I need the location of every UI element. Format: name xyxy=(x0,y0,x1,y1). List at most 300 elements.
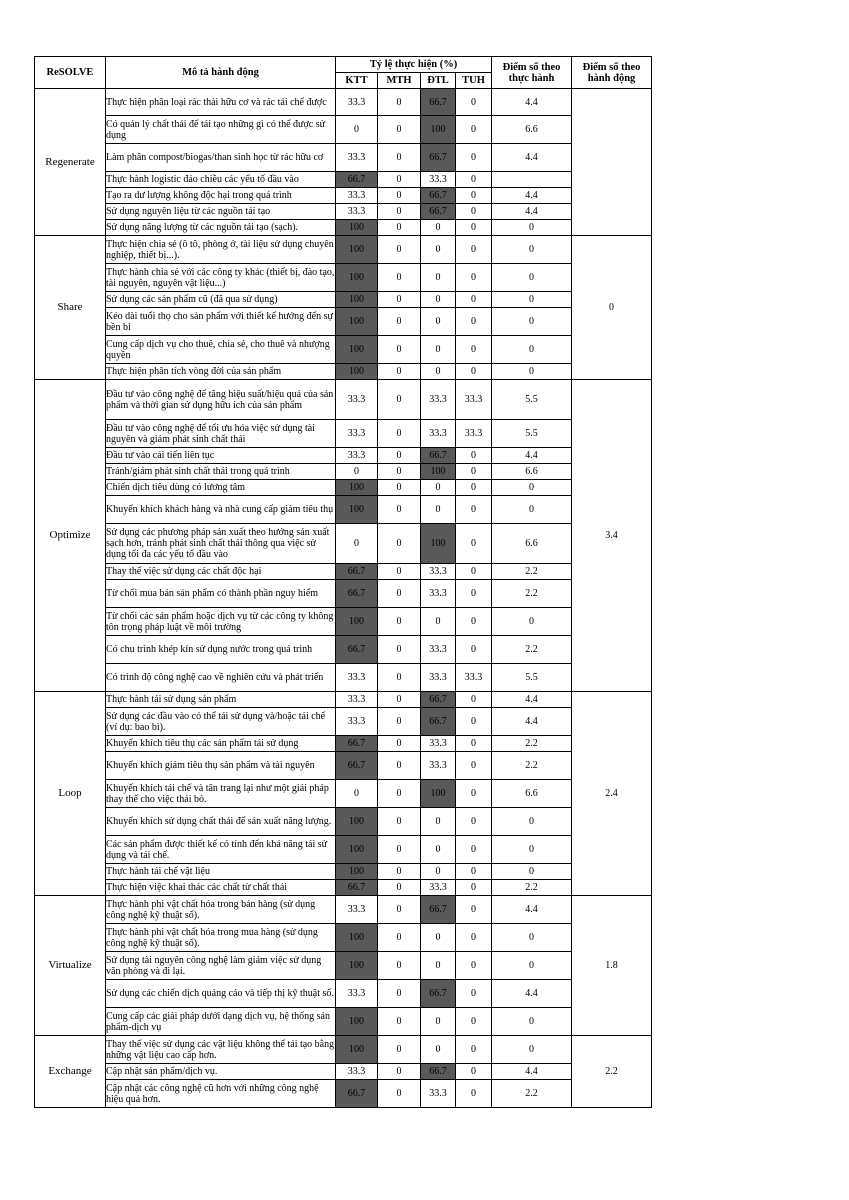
ktt-value: 100 xyxy=(336,220,378,236)
action-description: Cập nhật sản phẩm/dịch vụ. xyxy=(106,1064,336,1080)
table-row xyxy=(35,364,652,380)
action-description: Làm phân compost/biogas/than sinh học từ rác hữu cơ xyxy=(106,144,336,172)
table-row xyxy=(35,608,652,636)
mth-value: 0 xyxy=(378,1008,421,1036)
dtl-value: 0 xyxy=(421,220,456,236)
table-row xyxy=(35,172,652,188)
practice-score: 5.5 xyxy=(492,420,572,448)
ktt-value: 100 xyxy=(336,836,378,864)
mth-value: 0 xyxy=(378,1036,421,1064)
tuh-value: 0 xyxy=(456,448,492,464)
dtl-value: 33.3 xyxy=(421,1080,456,1108)
dtl-value: 66.7 xyxy=(421,692,456,708)
table-row xyxy=(35,952,652,980)
dtl-value: 0 xyxy=(421,496,456,524)
mth-value: 0 xyxy=(378,880,421,896)
dtl-value: 66.7 xyxy=(421,144,456,172)
action-description: Có chu trình khép kín sử dụng nước trong quá trình xyxy=(106,636,336,664)
action-description: Đầu tư vào công nghệ để tối ưu hóa việc sử dụng tài nguyên và giảm phát sinh chất thải xyxy=(106,420,336,448)
dtl-value: 66.7 xyxy=(421,708,456,736)
ktt-value: 33.3 xyxy=(336,692,378,708)
mth-value: 0 xyxy=(378,692,421,708)
dtl-value: 66.7 xyxy=(421,204,456,220)
ktt-value: 33.3 xyxy=(336,89,378,116)
ktt-value: 66.7 xyxy=(336,636,378,664)
practice-score xyxy=(492,172,572,188)
action-description: Có quản lý chất thải để tái tạo những gì có thể được sử dụng xyxy=(106,116,336,144)
practice-score: 0 xyxy=(492,496,572,524)
tuh-value: 33.3 xyxy=(456,380,492,420)
practice-score: 4.4 xyxy=(492,896,572,924)
action-description: Tạo ra dư lượng không độc hại trong quá trình xyxy=(106,188,336,204)
dtl-value: 33.3 xyxy=(421,752,456,780)
table-row xyxy=(35,864,652,880)
table-row xyxy=(35,752,652,780)
table-row xyxy=(35,836,652,864)
dtl-value: 66.7 xyxy=(421,1064,456,1080)
ktt-value: 33.3 xyxy=(336,980,378,1008)
dtl-value: 0 xyxy=(421,608,456,636)
practice-score: 0 xyxy=(492,480,572,496)
ktt-value: 100 xyxy=(336,1036,378,1064)
mth-value: 0 xyxy=(378,736,421,752)
ktt-value: 100 xyxy=(336,480,378,496)
table-row xyxy=(35,292,652,308)
mth-value: 0 xyxy=(378,708,421,736)
ktt-value: 66.7 xyxy=(336,736,378,752)
tuh-value: 0 xyxy=(456,336,492,364)
table-header xyxy=(35,57,652,89)
table-row xyxy=(35,880,652,896)
tuh-value: 0 xyxy=(456,480,492,496)
action-description: Sử dụng nguyên liệu từ các nguồn tái tạo xyxy=(106,204,336,220)
table-row xyxy=(35,204,652,220)
ktt-value: 33.3 xyxy=(336,380,378,420)
action-description: Khuyến khích giảm tiêu thụ sản phẩm và tài nguyên xyxy=(106,752,336,780)
mth-value: 0 xyxy=(378,264,421,292)
practice-score: 0 xyxy=(492,924,572,952)
ktt-value: 33.3 xyxy=(336,896,378,924)
action-score: 1.8 xyxy=(572,896,652,1036)
tuh-value: 0 xyxy=(456,896,492,924)
mth-value: 0 xyxy=(378,188,421,204)
mth-value: 0 xyxy=(378,236,421,264)
practice-score: 4.4 xyxy=(492,204,572,220)
header-action-score: Điểm số theo hành động xyxy=(572,57,652,89)
tuh-value: 0 xyxy=(456,1080,492,1108)
mth-value: 0 xyxy=(378,524,421,564)
practice-score: 0 xyxy=(492,292,572,308)
table-row xyxy=(35,580,652,608)
table-row xyxy=(35,464,652,480)
practice-score: 2.2 xyxy=(492,880,572,896)
mth-value: 0 xyxy=(378,336,421,364)
dtl-value: 0 xyxy=(421,236,456,264)
ktt-value: 100 xyxy=(336,308,378,336)
header-ktt: KTT xyxy=(336,73,378,89)
table-row xyxy=(35,1080,652,1108)
action-description: Thực hành phi vật chất hóa trong mua hàng (sử dụng công nghệ kỹ thuật số). xyxy=(106,924,336,952)
action-description: Kéo dài tuổi thọ cho sản phẩm với thiết kế hướng đến sự bền bỉ xyxy=(106,308,336,336)
mth-value: 0 xyxy=(378,924,421,952)
header-rate: Tỷ lệ thực hiện (%) xyxy=(336,57,492,73)
mth-value: 0 xyxy=(378,952,421,980)
tuh-value: 0 xyxy=(456,752,492,780)
action-description: Thực hành phi vật chất hóa trong bán hàng (sử dụng công nghệ kỹ thuật số). xyxy=(106,896,336,924)
ktt-value: 100 xyxy=(336,952,378,980)
practice-score: 0 xyxy=(492,336,572,364)
ktt-value: 33.3 xyxy=(336,420,378,448)
header-resolve: ReSOLVE xyxy=(35,57,106,89)
mth-value: 0 xyxy=(378,664,421,692)
dtl-value: 66.7 xyxy=(421,448,456,464)
tuh-value: 0 xyxy=(456,236,492,264)
mth-value: 0 xyxy=(378,808,421,836)
header-description: Mô tả hành động xyxy=(106,57,336,89)
tuh-value: 0 xyxy=(456,1064,492,1080)
ktt-value: 66.7 xyxy=(336,752,378,780)
practice-score: 4.4 xyxy=(492,144,572,172)
mth-value: 0 xyxy=(378,364,421,380)
ktt-value: 100 xyxy=(336,864,378,880)
action-description: Cập nhật các công nghệ cũ hơn với những công nghệ hiệu quả hơn. xyxy=(106,1080,336,1108)
practice-score: 4.4 xyxy=(492,188,572,204)
ktt-value: 33.3 xyxy=(336,708,378,736)
tuh-value: 0 xyxy=(456,364,492,380)
practice-score: 0 xyxy=(492,308,572,336)
ktt-value: 33.3 xyxy=(336,204,378,220)
practice-score: 2.2 xyxy=(492,636,572,664)
action-description: Thay thế việc sử dụng các chất độc hại xyxy=(106,564,336,580)
action-description: Sử dụng các đầu vào có thể tái sử dụng và/hoặc tái chế (ví dụ: bao bì). xyxy=(106,708,336,736)
table-row xyxy=(35,496,652,524)
mth-value: 0 xyxy=(378,464,421,480)
dtl-value: 0 xyxy=(421,924,456,952)
dtl-value: 66.7 xyxy=(421,896,456,924)
dtl-value: 0 xyxy=(421,864,456,880)
ktt-value: 100 xyxy=(336,808,378,836)
tuh-value: 0 xyxy=(456,564,492,580)
ktt-value: 100 xyxy=(336,264,378,292)
group-name: Optimize xyxy=(35,380,106,692)
action-description: Thực hành logistic đảo chiều các yếu tố đầu vào xyxy=(106,172,336,188)
tuh-value: 0 xyxy=(456,924,492,952)
mth-value: 0 xyxy=(378,636,421,664)
mth-value: 0 xyxy=(378,204,421,220)
tuh-value: 0 xyxy=(456,172,492,188)
dtl-value: 33.3 xyxy=(421,636,456,664)
action-description: Thực hành tái chế vật liệu xyxy=(106,864,336,880)
group-name: Regenerate xyxy=(35,89,106,236)
table-row xyxy=(35,420,652,448)
practice-score: 6.6 xyxy=(492,524,572,564)
ktt-value: 100 xyxy=(336,608,378,636)
dtl-value: 0 xyxy=(421,292,456,308)
table-row xyxy=(35,736,652,752)
dtl-value: 33.3 xyxy=(421,736,456,752)
table-row xyxy=(35,264,652,292)
action-description: Chiến dịch tiêu dùng có lương tâm xyxy=(106,480,336,496)
ktt-value: 66.7 xyxy=(336,880,378,896)
dtl-value: 0 xyxy=(421,264,456,292)
action-score: 3.4 xyxy=(572,380,652,692)
table-row xyxy=(35,924,652,952)
ktt-value: 66.7 xyxy=(336,172,378,188)
table-row xyxy=(35,144,652,172)
tuh-value: 0 xyxy=(456,264,492,292)
ktt-value: 33.3 xyxy=(336,188,378,204)
mth-value: 0 xyxy=(378,564,421,580)
dtl-value: 0 xyxy=(421,1036,456,1064)
action-description: Đầu tư vào cải tiến liên tục xyxy=(106,448,336,464)
action-description: Đầu tư vào công nghệ để tăng hiệu suất/hiệu quả của sản phẩm và thời gian sử dụng hữu ích của sản phẩm xyxy=(106,380,336,420)
action-description: Thực hiện chia sẻ (ô tô, phòng ở, tài liệu sử dụng chuyên nghiệp, thiết bị...). xyxy=(106,236,336,264)
tuh-value: 0 xyxy=(456,144,492,172)
practice-score: 0 xyxy=(492,808,572,836)
tuh-value: 0 xyxy=(456,836,492,864)
practice-score: 0 xyxy=(492,1008,572,1036)
action-description: Sử dụng các chiến dịch quảng cáo và tiếp thị kỹ thuật số. xyxy=(106,980,336,1008)
mth-value: 0 xyxy=(378,420,421,448)
action-description: Thay thế việc sử dụng các vật liệu không thể tái tạo bằng những vật liệu cao cấp hơn. xyxy=(106,1036,336,1064)
ktt-value: 33.3 xyxy=(336,144,378,172)
dtl-value: 33.3 xyxy=(421,380,456,420)
ktt-value: 100 xyxy=(336,1008,378,1036)
tuh-value: 0 xyxy=(456,736,492,752)
dtl-value: 100 xyxy=(421,464,456,480)
action-description: Từ chối các sản phẩm hoặc dịch vụ từ các công ty không tôn trọng pháp luật về môi trường xyxy=(106,608,336,636)
tuh-value: 0 xyxy=(456,692,492,708)
mth-value: 0 xyxy=(378,608,421,636)
practice-score: 4.4 xyxy=(492,692,572,708)
mth-value: 0 xyxy=(378,172,421,188)
group-name: Loop xyxy=(35,692,106,896)
tuh-value: 0 xyxy=(456,1008,492,1036)
mth-value: 0 xyxy=(378,380,421,420)
action-description: Khuyến khích khách hàng và nhà cung cấp giảm tiêu thụ xyxy=(106,496,336,524)
ktt-value: 33.3 xyxy=(336,664,378,692)
action-description: Sử dụng tài nguyên công nghệ làm giảm việc sử dụng văn phòng và đi lại. xyxy=(106,952,336,980)
dtl-value: 0 xyxy=(421,336,456,364)
practice-score: 4.4 xyxy=(492,448,572,464)
action-description: Sử dụng các sản phẩm cũ (đã qua sử dụng) xyxy=(106,292,336,308)
practice-score: 0 xyxy=(492,836,572,864)
ktt-value: 100 xyxy=(336,496,378,524)
tuh-value: 0 xyxy=(456,708,492,736)
table-row xyxy=(35,308,652,336)
dtl-value: 100 xyxy=(421,524,456,564)
practice-score: 0 xyxy=(492,264,572,292)
dtl-value: 0 xyxy=(421,952,456,980)
practice-score: 4.4 xyxy=(492,980,572,1008)
dtl-value: 0 xyxy=(421,1008,456,1036)
group-name: Share xyxy=(35,236,106,380)
practice-score: 0 xyxy=(492,864,572,880)
dtl-value: 0 xyxy=(421,836,456,864)
action-description: Từ chối mua bán sản phẩm có thành phần nguy hiểm xyxy=(106,580,336,608)
ktt-value: 100 xyxy=(336,924,378,952)
tuh-value: 0 xyxy=(456,464,492,480)
mth-value: 0 xyxy=(378,480,421,496)
header-mth: MTH xyxy=(378,73,421,89)
action-description: Khuyến khích sử dụng chất thải để sản xuất năng lượng. xyxy=(106,808,336,836)
dtl-value: 33.3 xyxy=(421,420,456,448)
ktt-value: 100 xyxy=(336,336,378,364)
practice-score: 6.6 xyxy=(492,780,572,808)
dtl-value: 0 xyxy=(421,480,456,496)
mth-value: 0 xyxy=(378,580,421,608)
practice-score: 6.6 xyxy=(492,116,572,144)
tuh-value: 0 xyxy=(456,220,492,236)
mth-value: 0 xyxy=(378,980,421,1008)
mth-value: 0 xyxy=(378,116,421,144)
action-score: 0 xyxy=(572,236,652,380)
header-practice-score: Điểm số theo thực hành xyxy=(492,57,572,89)
practice-score: 0 xyxy=(492,1036,572,1064)
tuh-value: 0 xyxy=(456,116,492,144)
ktt-value: 33.3 xyxy=(336,1064,378,1080)
ktt-value: 0 xyxy=(336,116,378,144)
header-tuh: TUH xyxy=(456,73,492,89)
tuh-value: 0 xyxy=(456,780,492,808)
practice-score: 5.5 xyxy=(492,380,572,420)
table-row xyxy=(35,336,652,364)
tuh-value: 33.3 xyxy=(456,420,492,448)
practice-score: 2.2 xyxy=(492,580,572,608)
ktt-value: 100 xyxy=(336,364,378,380)
tuh-value: 0 xyxy=(456,808,492,836)
dtl-value: 66.7 xyxy=(421,980,456,1008)
action-description: Cung cấp dịch vụ cho thuê, chia sẻ, cho thuê và nhượng quyền xyxy=(106,336,336,364)
tuh-value: 0 xyxy=(456,204,492,220)
action-description: Tránh/giảm phát sinh chất thải trong quá trình xyxy=(106,464,336,480)
mth-value: 0 xyxy=(378,448,421,464)
practice-score: 6.6 xyxy=(492,464,572,480)
ktt-value: 33.3 xyxy=(336,448,378,464)
practice-score: 5.5 xyxy=(492,664,572,692)
tuh-value: 0 xyxy=(456,580,492,608)
practice-score: 2.2 xyxy=(492,1080,572,1108)
practice-score: 0 xyxy=(492,220,572,236)
practice-score: 2.2 xyxy=(492,752,572,780)
action-description: Sử dụng các phương pháp sản xuất theo hướng sản xuất sạch hơn, tránh phát sinh chất thải thông qua việc sử dụng tối đa các yếu tố đầu vào xyxy=(106,524,336,564)
table-row xyxy=(35,480,652,496)
practice-score: 4.4 xyxy=(492,89,572,116)
action-description: Khuyến khích tiêu thụ các sản phẩm tái sử dụng xyxy=(106,736,336,752)
resolve-table xyxy=(34,56,652,1108)
action-description: Cung cấp các giải pháp dưới dạng dịch vụ, hệ thống sản phẩm-dịch vụ xyxy=(106,1008,336,1036)
mth-value: 0 xyxy=(378,89,421,116)
mth-value: 0 xyxy=(378,292,421,308)
mth-value: 0 xyxy=(378,896,421,924)
action-description: Thực hiện việc khai thác các chất từ chất thải xyxy=(106,880,336,896)
group-name: Exchange xyxy=(35,1036,106,1108)
tuh-value: 0 xyxy=(456,292,492,308)
tuh-value: 0 xyxy=(456,308,492,336)
ktt-value: 0 xyxy=(336,780,378,808)
table-body xyxy=(35,89,652,1108)
tuh-value: 0 xyxy=(456,496,492,524)
table-row xyxy=(35,188,652,204)
mth-value: 0 xyxy=(378,864,421,880)
tuh-value: 0 xyxy=(456,1036,492,1064)
dtl-value: 33.3 xyxy=(421,564,456,580)
ktt-value: 0 xyxy=(336,524,378,564)
mth-value: 0 xyxy=(378,496,421,524)
mth-value: 0 xyxy=(378,780,421,808)
dtl-value: 0 xyxy=(421,808,456,836)
dtl-value: 100 xyxy=(421,116,456,144)
dtl-value: 33.3 xyxy=(421,880,456,896)
action-description: Thực hành chia sẻ với các công ty khác (thiết bị, đào tạo, tài nguyên, nguyên vật liệu...) xyxy=(106,264,336,292)
dtl-value: 33.3 xyxy=(421,172,456,188)
table-row xyxy=(35,664,652,692)
table-row xyxy=(35,708,652,736)
action-description: Thực hiện phân tích vòng đời của sản phẩm xyxy=(106,364,336,380)
ktt-value: 66.7 xyxy=(336,1080,378,1108)
practice-score: 0 xyxy=(492,236,572,264)
practice-score: 0 xyxy=(492,364,572,380)
table-row xyxy=(35,524,652,564)
table-row xyxy=(35,116,652,144)
mth-value: 0 xyxy=(378,1064,421,1080)
action-description: Sử dụng năng lượng từ các nguồn tái tạo (sạch). xyxy=(106,220,336,236)
dtl-value: 66.7 xyxy=(421,89,456,116)
tuh-value: 0 xyxy=(456,980,492,1008)
mth-value: 0 xyxy=(378,1080,421,1108)
table-row xyxy=(35,448,652,464)
mth-value: 0 xyxy=(378,752,421,780)
dtl-value: 100 xyxy=(421,780,456,808)
dtl-value: 0 xyxy=(421,308,456,336)
tuh-value: 0 xyxy=(456,89,492,116)
action-score: 2.2 xyxy=(572,1036,652,1108)
ktt-value: 0 xyxy=(336,464,378,480)
table-row xyxy=(35,89,652,116)
practice-score: 0 xyxy=(492,608,572,636)
mth-value: 0 xyxy=(378,144,421,172)
tuh-value: 0 xyxy=(456,952,492,980)
table-row xyxy=(35,220,652,236)
action-score: 2.4 xyxy=(572,692,652,896)
ktt-value: 66.7 xyxy=(336,580,378,608)
table-row xyxy=(35,1036,652,1064)
table-row xyxy=(35,1008,652,1036)
table-row xyxy=(35,692,652,708)
dtl-value: 33.3 xyxy=(421,664,456,692)
dtl-value: 66.7 xyxy=(421,188,456,204)
mth-value: 0 xyxy=(378,220,421,236)
table-row xyxy=(35,1064,652,1080)
tuh-value: 0 xyxy=(456,608,492,636)
table-row xyxy=(35,780,652,808)
table-row xyxy=(35,808,652,836)
group-name: Virtualize xyxy=(35,896,106,1036)
tuh-value: 0 xyxy=(456,188,492,204)
tuh-value: 0 xyxy=(456,864,492,880)
table-row xyxy=(35,980,652,1008)
action-description: Các sản phẩm được thiết kế có tính đến khả năng tái sử dụng và tái chế. xyxy=(106,836,336,864)
action-description: Khuyến khích tái chế và tân trang lại như một giải pháp thay thế cho việc thải bỏ. xyxy=(106,780,336,808)
ktt-value: 66.7 xyxy=(336,564,378,580)
action-score xyxy=(572,89,652,236)
header-dtl: ĐTL xyxy=(421,73,456,89)
action-description: Thực hành tái sử dụng sản phẩm xyxy=(106,692,336,708)
table-row xyxy=(35,896,652,924)
practice-score: 2.2 xyxy=(492,736,572,752)
tuh-value: 0 xyxy=(456,636,492,664)
table-row xyxy=(35,564,652,580)
